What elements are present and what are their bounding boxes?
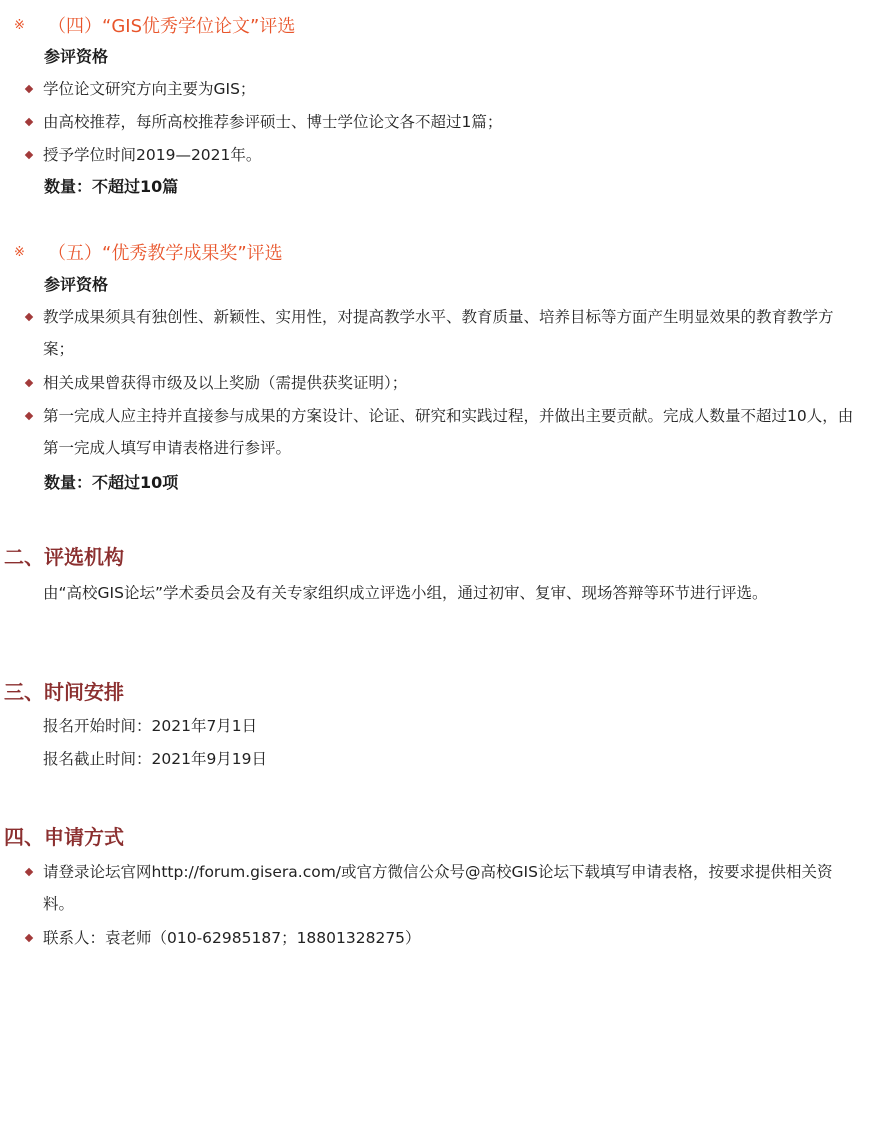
award5-item	[22, 301, 858, 365]
award5-heading	[0, 236, 283, 268]
section2-body: 由“高校GIS论坛”学术委员会及有关专家组织成立评选小组，通过初审、复审、现场答辩等环节进行评选。	[43, 584, 768, 602]
award4-heading	[0, 9, 295, 41]
diamond-bullet-icon	[25, 379, 33, 387]
award4-item-text: 授予学位时间2019—2021年。	[43, 146, 262, 164]
section4-item	[22, 856, 858, 920]
award4-item-text: 由高校推荐，每所高校推荐参评硕士、博士学位论文各不超过1篇；	[43, 113, 503, 131]
award5-eligibility-label: 参评资格	[44, 275, 109, 294]
diamond-bullet-icon	[25, 412, 33, 420]
section3-heading: 三、时间安排	[4, 679, 124, 704]
diamond-bullet-icon	[25, 118, 33, 126]
registration-start-time: 报名开始时间：2021年7月1日	[43, 717, 258, 735]
award5-item-text: 教学成果须具有独创性、新颖性、实用性，对提高教学水平、教育质量、培养目标等方面产生明显效果的教育教学方案；	[43, 308, 834, 358]
award4-item-text: 学位论文研究方向主要为GIS；	[43, 80, 256, 98]
contact-info: 联系人：袁老师（010-62985187；18801328275）	[43, 929, 421, 947]
award5-item	[22, 367, 858, 399]
award5-heading-text: （五）“优秀教学成果奖”评选	[48, 243, 283, 264]
award5-item	[22, 400, 858, 464]
diamond-bullet-icon	[25, 868, 33, 876]
application-instructions: 请登录论坛官网http://forum.gisera.com/或官方微信公众号@高校GIS论坛下载填写申请表格，按要求提供相关资料。	[43, 863, 833, 913]
award4-quantity: 数量：不超过10篇	[44, 177, 179, 196]
award4-heading-text: （四）“GIS优秀学位论文”评选	[48, 16, 296, 37]
award5-quantity: 数量：不超过10项	[44, 473, 179, 492]
diamond-bullet-icon	[25, 85, 33, 93]
section4-item	[22, 922, 858, 954]
section2-heading: 二、评选机构	[4, 544, 124, 569]
award4-item	[22, 106, 858, 138]
reference-mark-icon: ※	[14, 244, 25, 260]
diamond-bullet-icon	[25, 313, 33, 321]
award4-eligibility-label: 参评资格	[44, 47, 109, 66]
diamond-bullet-icon	[25, 934, 33, 942]
registration-deadline: 报名截止时间：2021年9月19日	[43, 750, 268, 768]
award4-item	[22, 73, 858, 105]
reference-mark-icon: ※	[14, 17, 25, 33]
section4-heading: 四、申请方式	[4, 824, 124, 849]
award4-item	[22, 139, 858, 171]
award5-item-text: 相关成果曾获得市级及以上奖励（需提供获奖证明）；	[43, 374, 408, 392]
award5-item-text: 第一完成人应主持并直接参与成果的方案设计、论证、研究和实践过程，并做出主要贡献。完成人数量不超过10人，由第一完成人填写申请表格进行参评。	[43, 407, 854, 457]
diamond-bullet-icon	[25, 151, 33, 159]
